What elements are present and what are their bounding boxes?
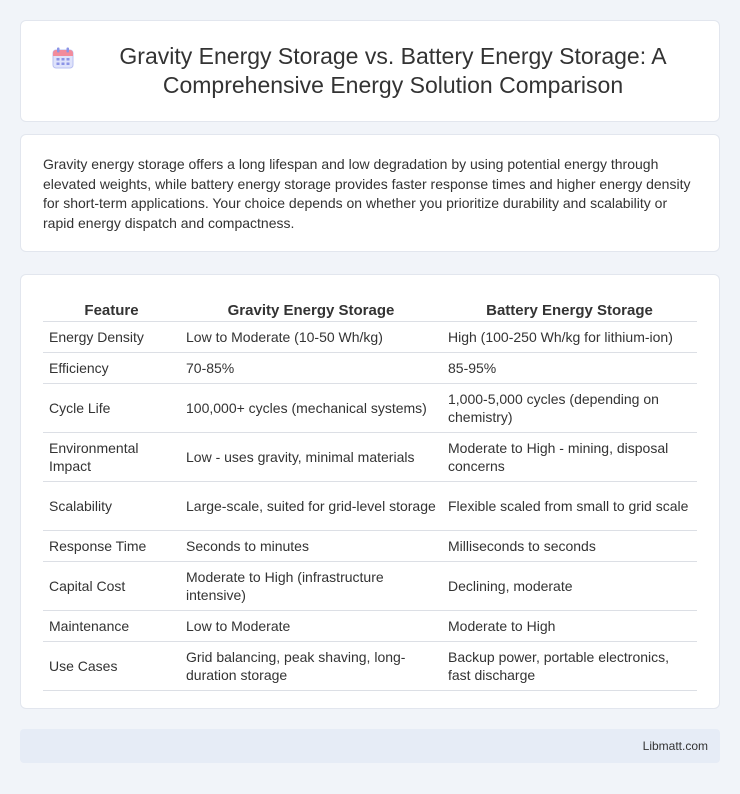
table-row	[43, 433, 697, 482]
cell-feature: Energy Density	[43, 322, 180, 353]
table-row	[43, 642, 697, 691]
header-battery: Battery Energy Storage	[442, 293, 697, 322]
table-row	[43, 322, 697, 353]
cell-gravity: Low to Moderate	[180, 611, 442, 642]
table-row	[43, 611, 697, 642]
comparison-card	[20, 274, 720, 709]
cell-feature: Capital Cost	[43, 562, 180, 611]
cell-feature: Use Cases	[43, 642, 180, 691]
title-wrap	[51, 42, 689, 100]
cell-battery: Moderate to High - mining, disposal concerns	[442, 433, 697, 482]
cell-feature: Environmental Impact	[43, 433, 180, 482]
cell-battery: Declining, moderate	[442, 562, 697, 611]
footer-source[interactable]: Libmatt.com	[642, 739, 708, 753]
table-row	[43, 531, 697, 562]
cell-battery: Milliseconds to seconds	[442, 531, 697, 562]
comparison-table	[43, 293, 697, 691]
cell-battery: Backup power, portable electronics, fast discharge	[442, 642, 697, 691]
cell-gravity: Low to Moderate (10-50 Wh/kg)	[180, 322, 442, 353]
cell-gravity: Grid balancing, peak shaving, long-duration storage	[180, 642, 442, 691]
cell-feature: Scalability	[43, 482, 180, 531]
intro-text: Gravity energy storage offers a long lifespan and low degradation by using potential energy through elevated weights, while battery energy storage provides faster response times and higher energy density for short-term applications. Your choice depends on whether you prioritize durability and scalability or rapid energy dispatch and compactness.	[43, 156, 691, 231]
cell-gravity: Moderate to High (infrastructure intensive)	[180, 562, 442, 611]
table-row	[43, 482, 697, 531]
cell-gravity: 100,000+ cycles (mechanical systems)	[180, 384, 442, 433]
calendar-icon	[51, 46, 75, 70]
table-row	[43, 562, 697, 611]
cell-feature: Cycle Life	[43, 384, 180, 433]
footer	[20, 729, 720, 763]
header-gravity: Gravity Energy Storage	[180, 293, 442, 322]
cell-battery: 85-95%	[442, 353, 697, 384]
cell-gravity: Seconds to minutes	[180, 531, 442, 562]
cell-gravity: Large-scale, suited for grid-level storage	[180, 482, 442, 531]
intro-card	[20, 134, 720, 252]
cell-feature: Maintenance	[43, 611, 180, 642]
cell-feature: Efficiency	[43, 353, 180, 384]
cell-battery: 1,000-5,000 cycles (depending on chemistry)	[442, 384, 697, 433]
table-header-row	[43, 293, 697, 322]
table-row	[43, 353, 697, 384]
cell-gravity: Low - uses gravity, minimal materials	[180, 433, 442, 482]
cell-battery: Flexible scaled from small to grid scale	[442, 482, 697, 531]
header-feature: Feature	[43, 293, 180, 322]
cell-feature: Response Time	[43, 531, 180, 562]
cell-gravity: 70-85%	[180, 353, 442, 384]
cell-battery: Moderate to High	[442, 611, 697, 642]
page-title: Gravity Energy Storage vs. Battery Energy Storage: A Comprehensive Energy Solution Comparison	[119, 43, 667, 98]
cell-battery: High (100-250 Wh/kg for lithium-ion)	[442, 322, 697, 353]
table-row	[43, 384, 697, 433]
title-card	[20, 20, 720, 122]
